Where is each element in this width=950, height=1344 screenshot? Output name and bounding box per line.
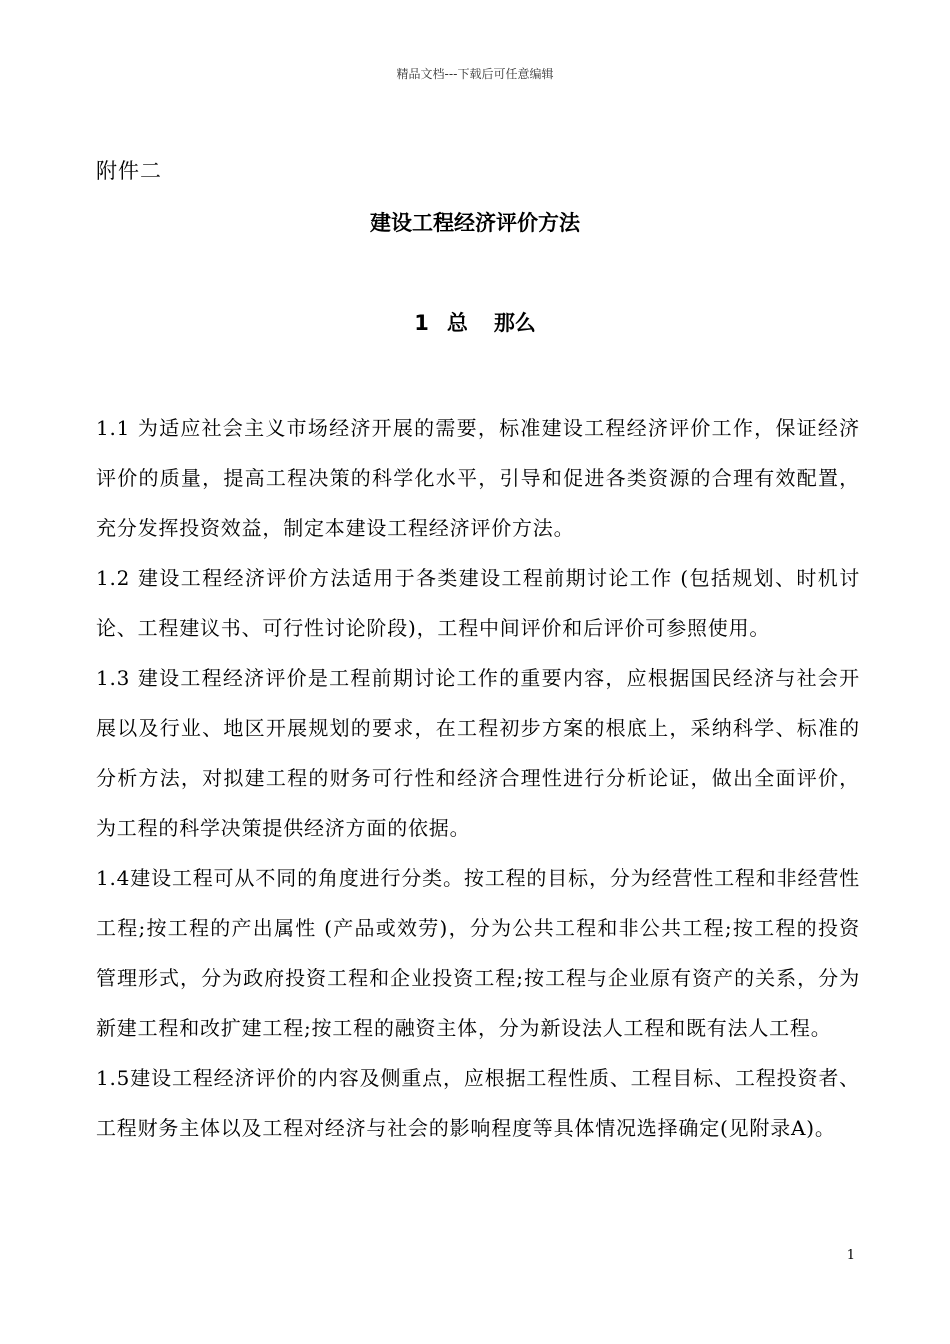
document-title: 建设工程经济评价方法 [370,211,580,235]
section-title-part2: 那么 [493,311,536,335]
paragraph-1-3: 1.3 建设工程经济评价是工程前期讨论工作的重要内容，应根据国民经济与社会开展以及行业、地区开展规划的要求，在工程初步方案的根底上，采纳科学、标准的分析方法，对拟建工程的财务可行性和经济合理性进行分析论证，做出全面评价，为工程的科学决策提供经济方面的依据。 [96,666,860,840]
page-number: 1 [846,1248,855,1263]
paragraph-1-4: 1.4建设工程可从不同的角度进行分类。按工程的目标，分为经营性工程和非经营性工程;按工程的产出属性 (产品或效劳)，分为公共工程和非公共工程;按工程的投资管理形式，分为政府投资工程和企业投资工程;按工程与企业原有资产的关系，分为新建工程和改扩建工程;按工程的融资主体，分为新设法人工程和既有法人工程。 [96,866,860,1040]
section-heading [0,308,950,338]
paragraph-1-5: 1.5建设工程经济评价的内容及侧重点，应根据工程性质、工程目标、工程投资者、工程财务主体以及工程对经济与社会的影响程度等具体情况选择确定(见附录A)。 [96,1066,860,1140]
section-title-part1: 总 [446,311,468,335]
paragraph-1-1: 1.1 为适应社会主义市场经济开展的需要，标准建设工程经济评价工作，保证经济评价的质量，提高工程决策的科学化水平，引导和促进各类资源的合理有效配置，充分发挥投资效益，制定本建设工程经济评价方法。 [96,416,860,540]
paragraph-1-2: 1.2 建设工程经济评价方法适用于各类建设工程前期讨论工作 (包括规划、时机讨论、工程建议书、可行性讨论阶段)，工程中间评价和后评价可参照使用。 [96,566,860,640]
body-text [96,403,860,1153]
attachment-label: 附件二 [96,159,162,183]
section-number: 1 [414,311,429,335]
page-header: 精品文档---下载后可任意编辑 [396,67,554,81]
